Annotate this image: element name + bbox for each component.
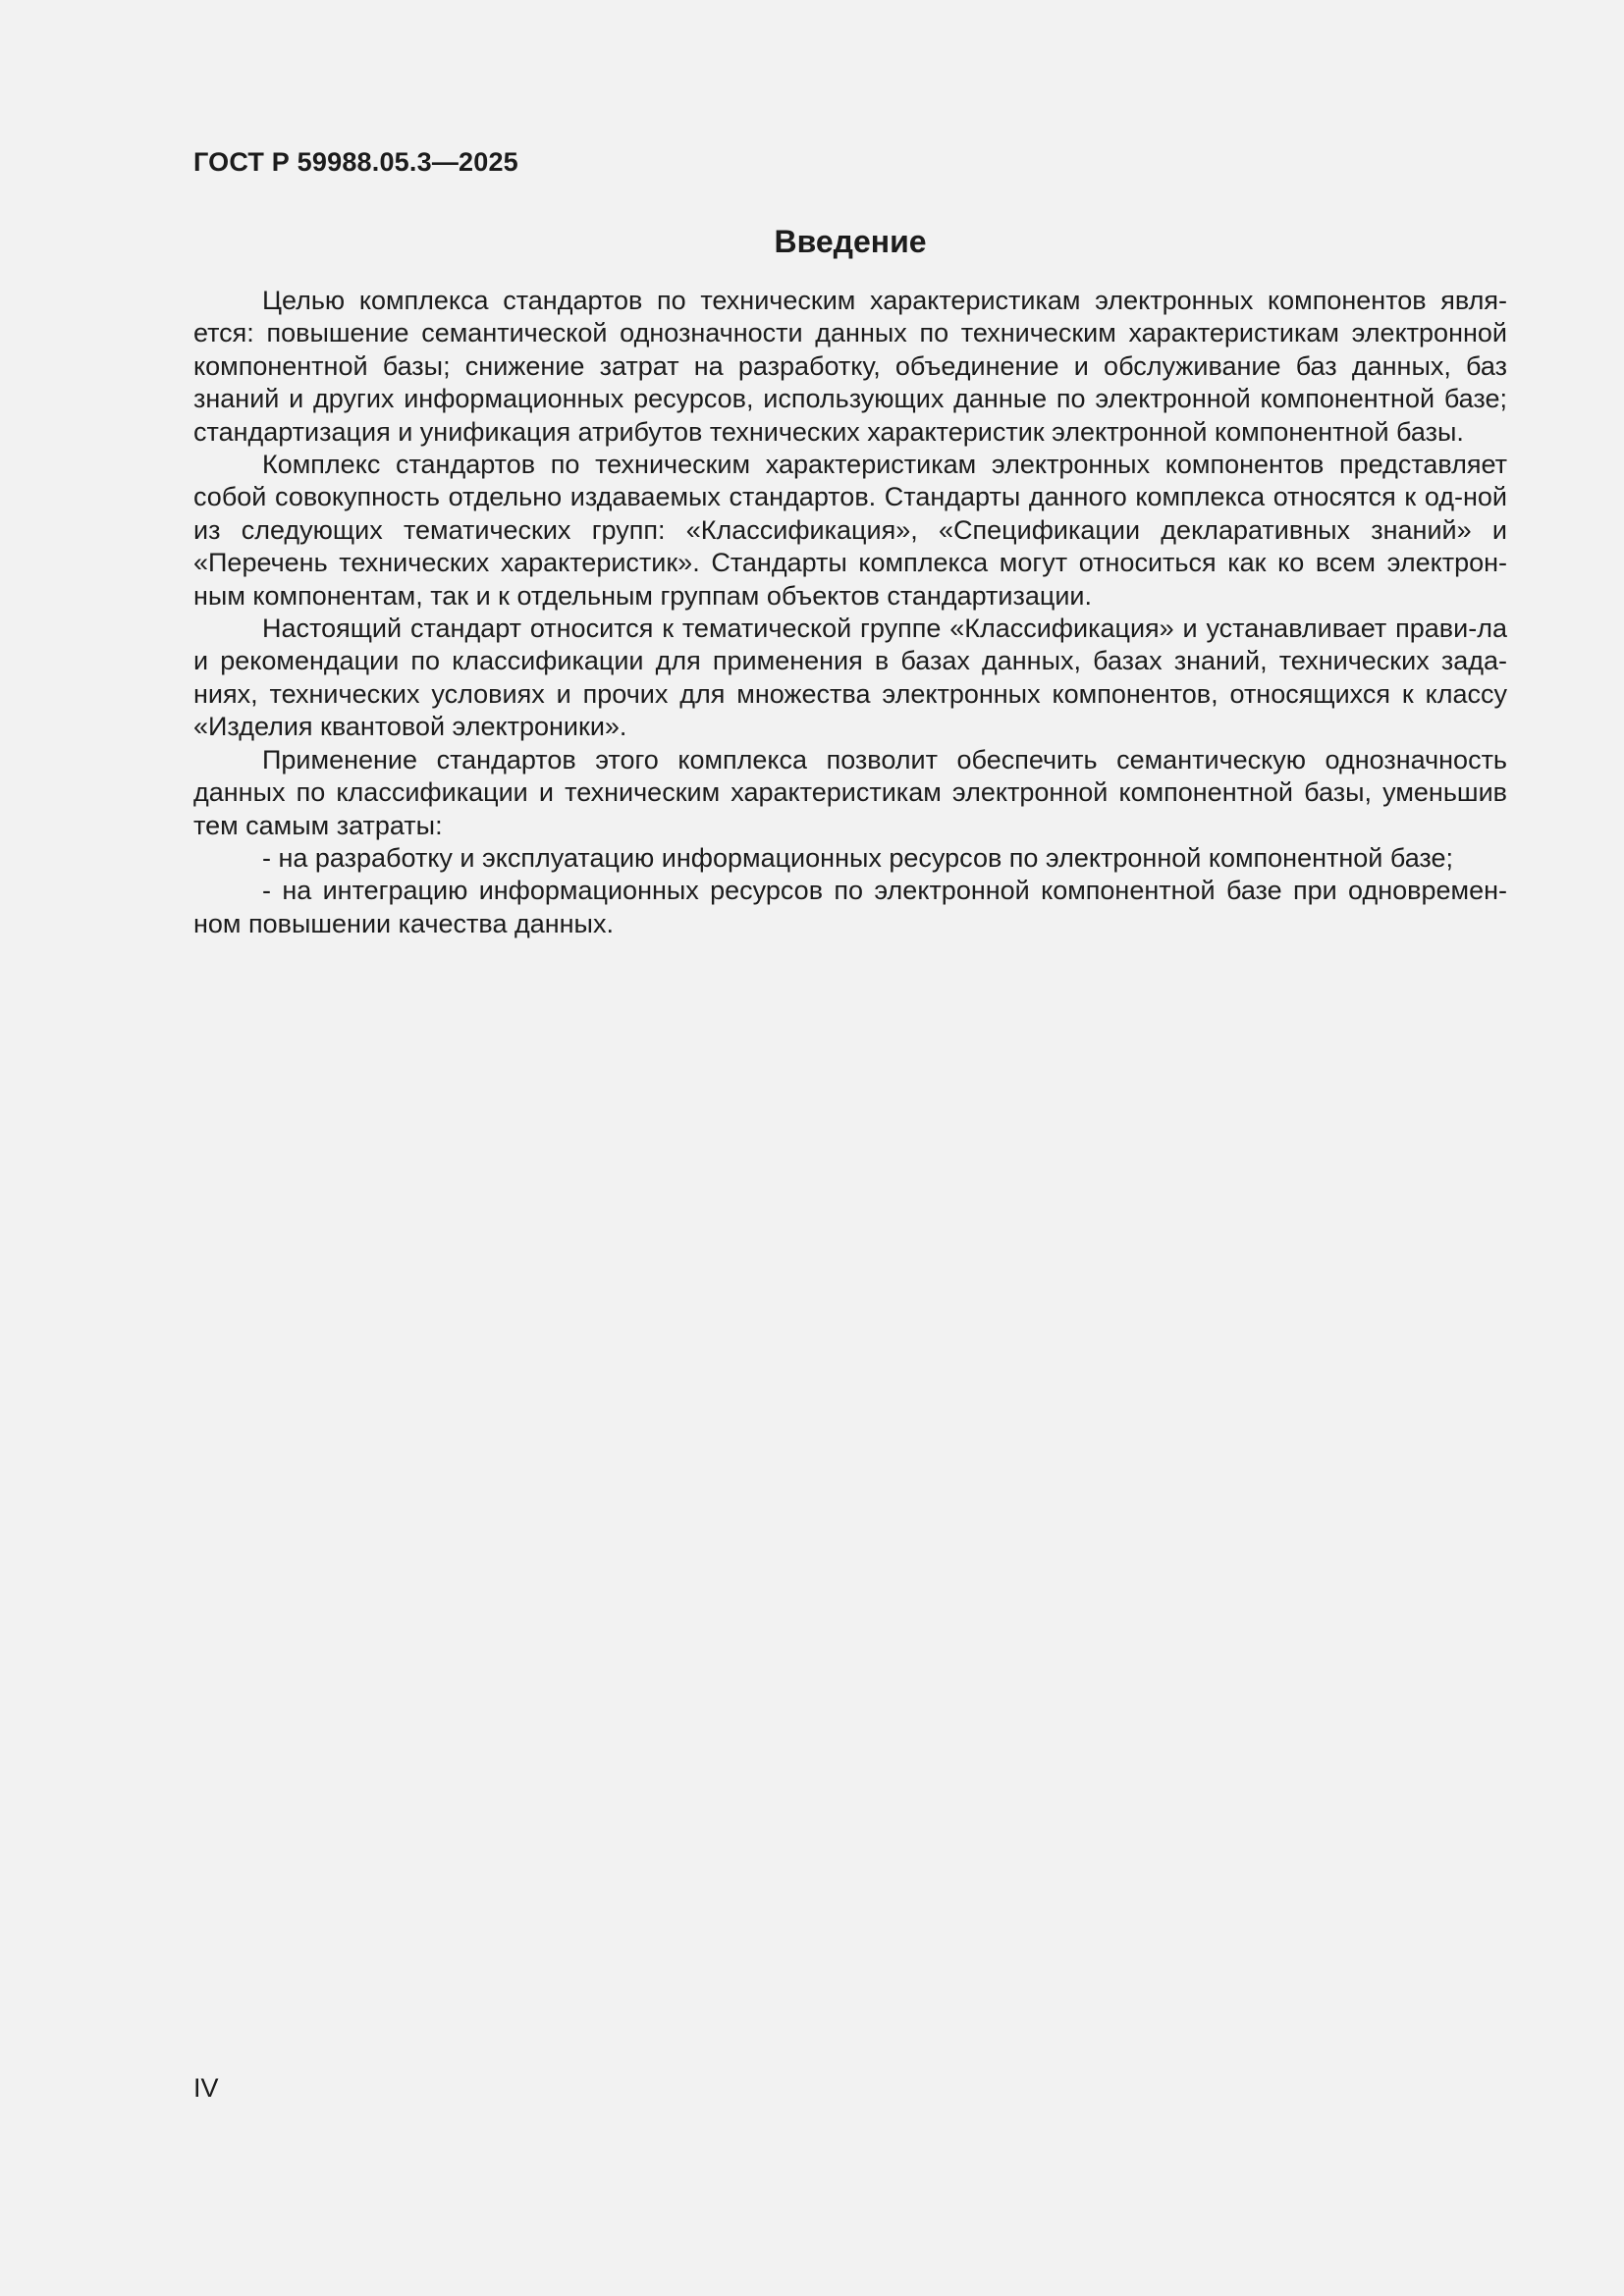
paragraph-complex-composition: Комплекс стандартов по техническим характеристикам электронных компонентов представляет собой совокупность отдельно издаваемых стандартов. Стандарты данного комплекса относятся к од-ной из следующих тематических групп: «Классификация», «Спецификации декларативных знаний» и «Перечень технических характеристик». Стандарты комплекса могут относиться как ко всем электрон-ным компонентам, так и к отдельным группам объектов стандартизации.	[193, 450, 1507, 611]
section-title: Введение	[774, 224, 927, 259]
section-body	[193, 285, 1507, 940]
document-code: ГОСТ Р 59988.05.3—2025	[193, 147, 518, 177]
list-item-development: - на разработку и эксплуатацию информационных ресурсов по электронной компонентной базе;	[262, 842, 1454, 873]
paragraph-scope: Настоящий стандарт относится к тематической группе «Классификация» и устанавливает прави-ла и рекомендации по классификации для применения в базах данных, базах знаний, технических зада-ниях, технических условиях и прочих для множества электронных компонентов, относящихся к классу «Изделия квантовой электроники».	[193, 614, 1507, 742]
paragraph-application: Применение стандартов этого комплекса позволит обеспечить семантическую однозначность данных по классификации и техническим характеристикам электронной компонентной базы, уменьшив тем самым затраты:	[193, 744, 1507, 840]
list-item-integration: - на интеграцию информационных ресурсов по электронной компонентной базе при одновремен-ном повышении качества данных.	[193, 876, 1507, 938]
paragraph-purpose: Целью комплекса стандартов по техническим характеристикам электронных компонентов явля-ется: повышение семантической однозначности данных по техническим характеристикам электронной компонентной базы; снижение затрат на разработку, объединение и обслуживание баз данных, баз знаний и других информационных ресурсов, использующих данные по электронной компонентной базе; стандартизация и унификация атрибутов технических характеристик электронной компонентной базы.	[193, 286, 1507, 447]
page-number: IV	[193, 2073, 219, 2103]
